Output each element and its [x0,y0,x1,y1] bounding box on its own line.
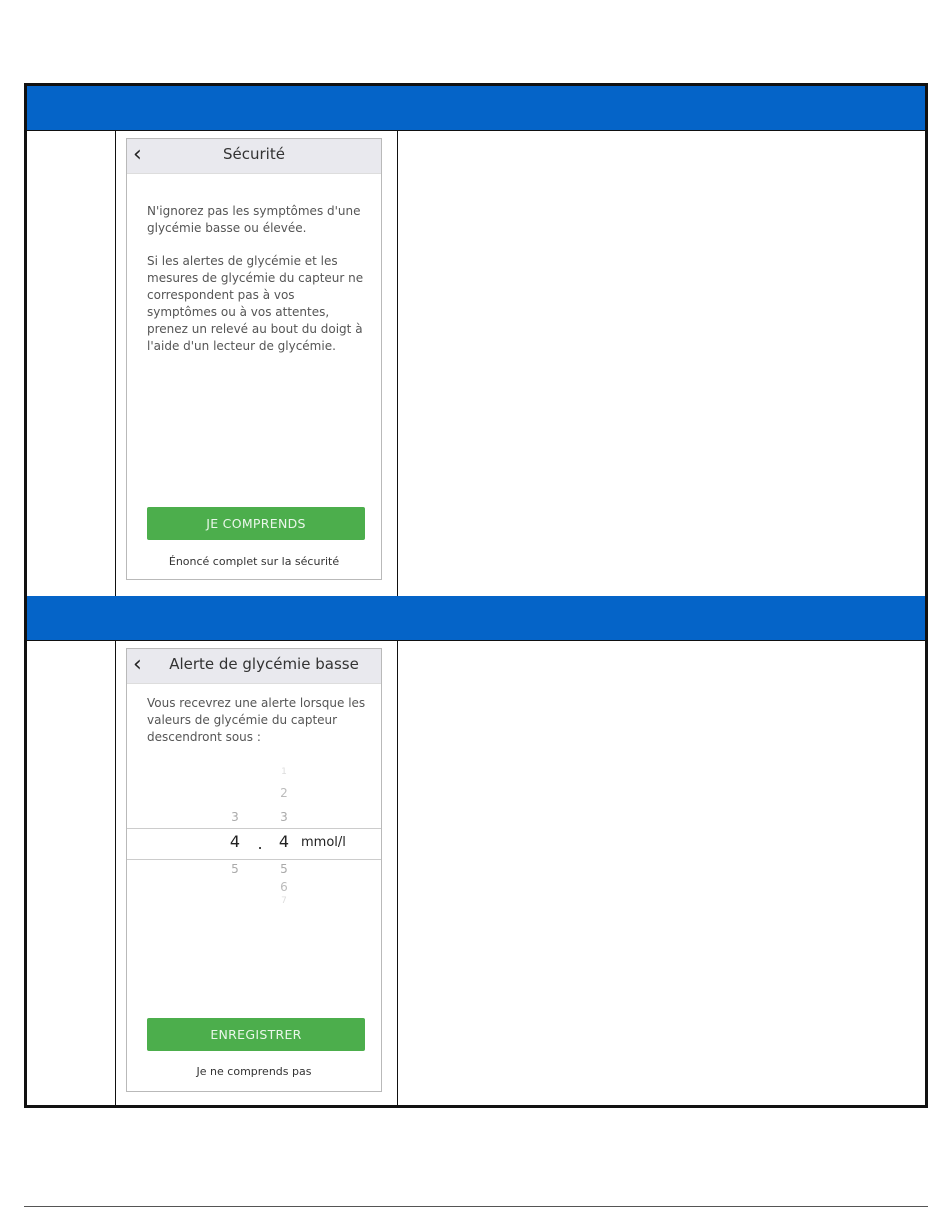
unit-label: mmol/l [301,835,346,850]
column-divider [115,130,116,596]
picker-fraction-selected[interactable]: 4 [278,832,290,851]
nav-bar [127,649,381,684]
picker-whole-selected[interactable]: 4 [229,832,241,851]
back-chevron-icon[interactable]: ‹ [133,142,142,167]
back-chevron-icon[interactable]: ‹ [133,652,142,677]
table-frame [24,83,928,1108]
column-divider [397,130,398,596]
picker-option[interactable]: 5 [231,862,239,876]
picker-option[interactable]: 1 [281,767,287,777]
picker-option[interactable]: 2 [280,786,288,800]
footer-rule [24,1206,928,1207]
low-glucose-alert-screen [126,648,382,1092]
nav-bar [127,139,381,174]
picker-option[interactable]: 3 [231,810,239,824]
save-button[interactable]: ENREGISTRER [147,1018,365,1051]
dont-understand-link[interactable]: Je ne comprends pas [196,1065,312,1078]
picker-option[interactable]: 5 [280,862,288,876]
instruction-text: Si les alertes de glycémie et les mesures de glycémie du capteur ne correspondent pas à vos symptômes ou à vos attentes, prenez un relevé au bout du doigt à l'aide d'un lecteur de glycémie. [147,254,364,353]
picker-option[interactable]: 3 [280,810,288,824]
full-safety-statement-link[interactable]: Énoncé complet sur la sécurité [168,555,340,568]
warning-text: N'ignorez pas les symptômes d'une glycémie basse ou élevée. [147,204,361,235]
understand-button[interactable]: JE COMPRENDS [147,507,365,540]
safety-screen [126,138,382,580]
picker-option[interactable]: 6 [280,880,288,894]
column-divider [397,640,398,1105]
screen-title: Alerte de glycémie basse [169,655,359,673]
alert-description: Vous recevrez une alerte lorsque les valeurs de glycémie du capteur descendront sous : [147,696,366,744]
section-header-band [27,86,925,131]
threshold-picker[interactable] [127,767,381,920]
section-header-band [27,596,925,641]
screen-title: Sécurité [223,145,285,163]
picker-option[interactable]: 7 [281,896,287,906]
decimal-separator: . [257,834,263,853]
column-divider [115,640,116,1105]
